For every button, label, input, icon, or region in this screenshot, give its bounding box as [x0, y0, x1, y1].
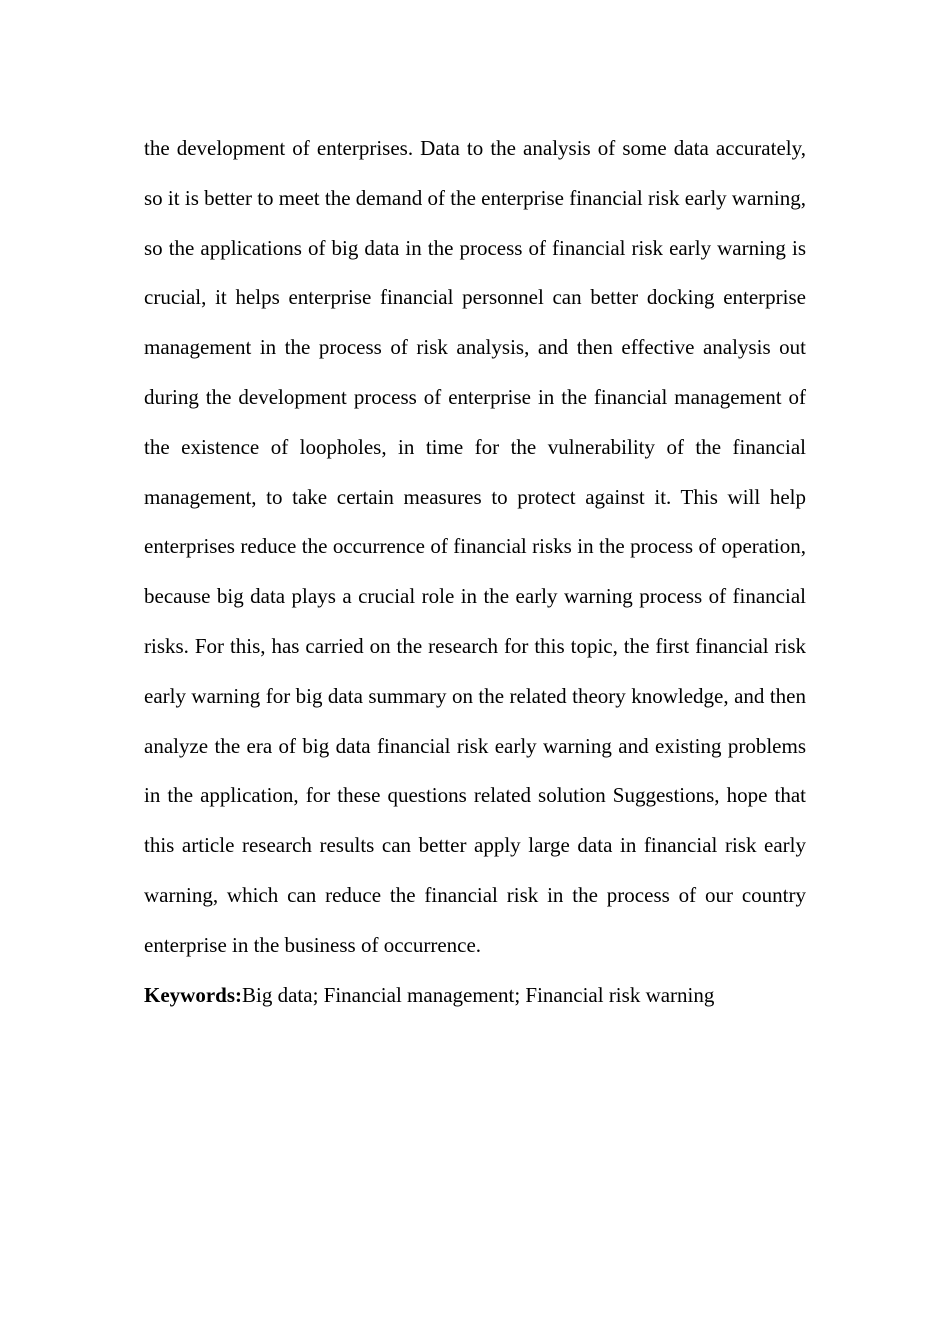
abstract-section [144, 124, 806, 1020]
keywords-label: Keywords: [144, 982, 242, 1007]
abstract-paragraph: the development of enterprises. Data to the analysis of some data accurately, so it is better to meet the demand of the enterprise financial risk early warning, so the applications of big data in the process of financial risk early warning is crucial, it helps enterprise financial personnel can better docking enterprise management in the process of risk analysis, and then effective analysis out during the development process of enterprise in the financial management of the existence of loopholes, in time for the vulnerability of the financial management, to take certain measures to protect against it. This will help enterprises reduce the occurrence of financial risks in the process of operation, because big data plays a crucial role in the early warning process of financial risks. For this, has carried on the research for this topic, the first financial risk early warning for big data summary on the related theory knowledge, and then analyze the era of big data financial risk early warning and existing problems in the application, for these questions related solution Suggestions, hope that this article research results can better apply large data in financial risk early warning, which can reduce the financial risk in the process of our country enterprise in the business of occurrence. [144, 136, 806, 957]
keywords-value: Big data; Financial management; Financial risk warning [242, 982, 715, 1007]
keywords-line [144, 971, 806, 1021]
